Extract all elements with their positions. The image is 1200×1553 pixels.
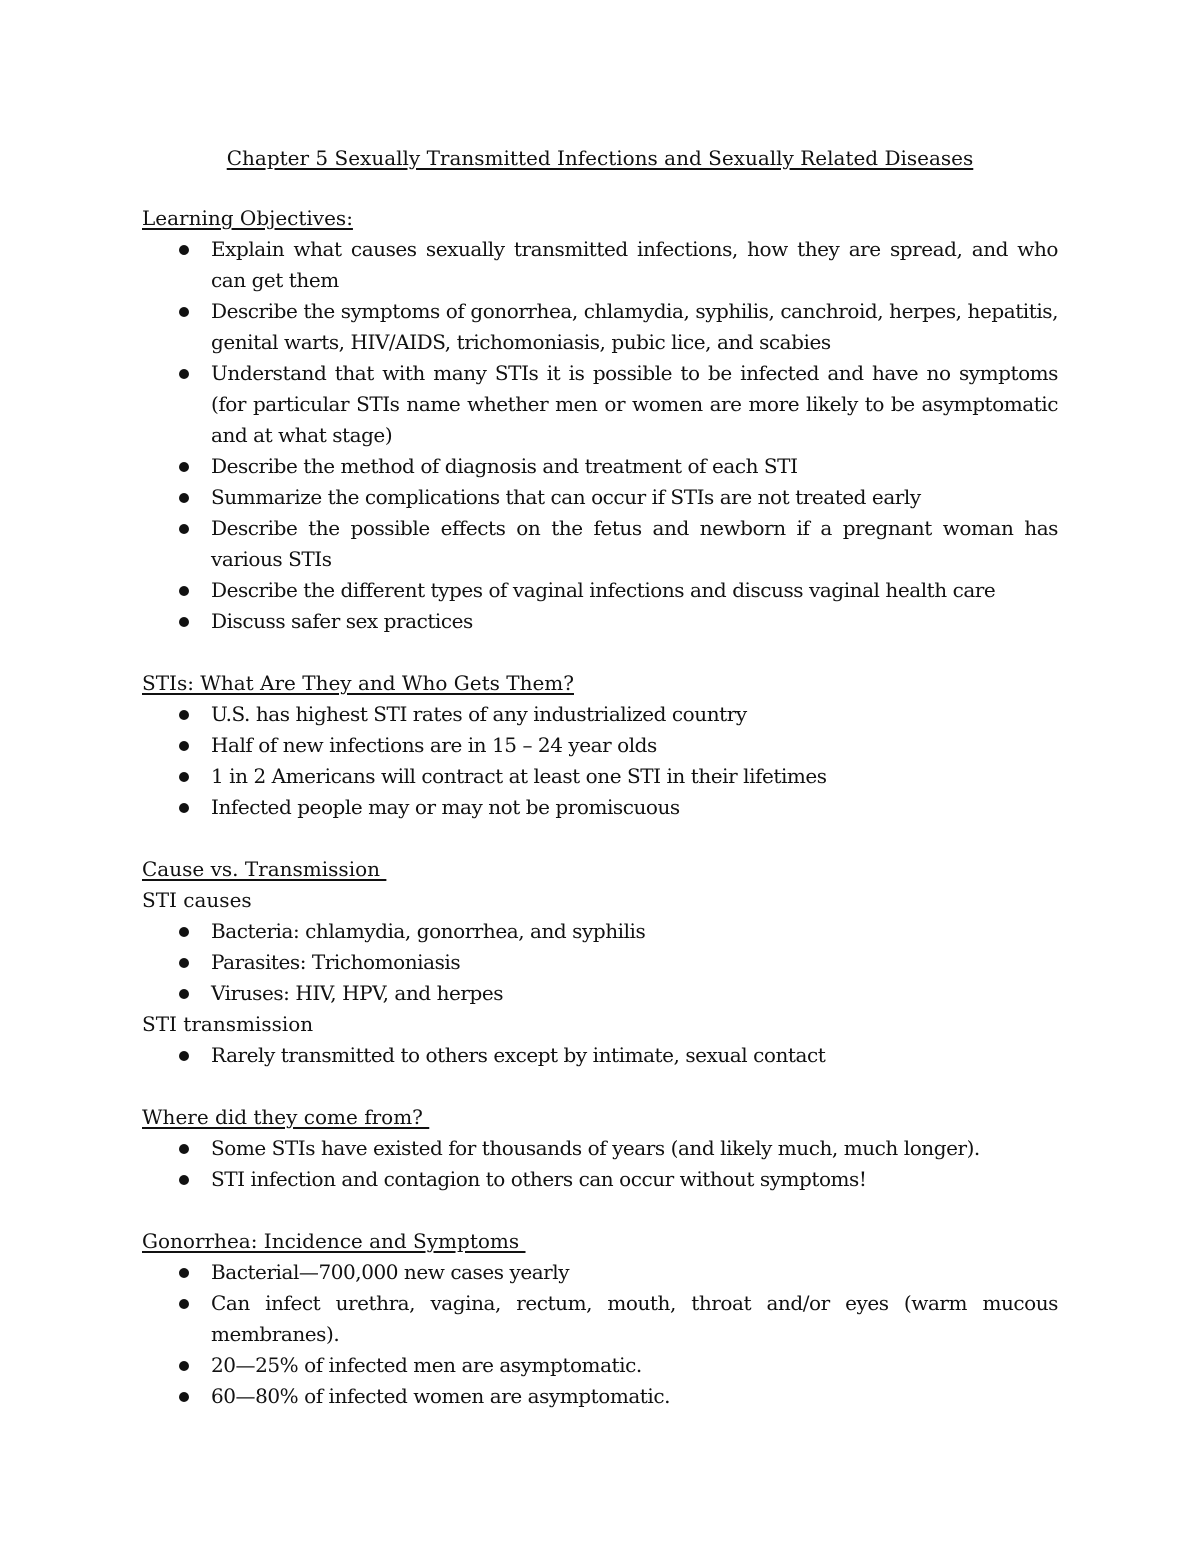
list-item [142, 1257, 1058, 1288]
stis-list [142, 699, 1058, 823]
bullet-icon [179, 989, 189, 999]
list-item [142, 513, 1058, 575]
list-item-text: Summarize the complications that can occur if STIs are not treated early [211, 485, 921, 509]
spacer [142, 1195, 1058, 1226]
chapter-title: Chapter 5 Sexually Transmitted Infections and Sexually Related Diseases [226, 146, 974, 170]
list-item-text: Describe the different types of vaginal infections and discuss vaginal health care [211, 578, 996, 602]
list-item-text: Half of new infections are in 15 – 24 year olds [211, 733, 657, 757]
list-item-text: Parasites: Trichomoniasis [211, 950, 461, 974]
gonorrhea-list [142, 1257, 1058, 1412]
section-heading: STIs: What Are They and Who Gets Them? [142, 671, 574, 695]
list-item [142, 358, 1058, 451]
list-item [142, 606, 1058, 637]
subsection-label: STI causes [142, 888, 252, 912]
section-gonorrhea [142, 1226, 1058, 1412]
list-item [142, 792, 1058, 823]
list-item [142, 575, 1058, 606]
list-item [142, 1133, 1058, 1164]
list-item [142, 234, 1058, 296]
list-item [142, 699, 1058, 730]
list-item [142, 296, 1058, 358]
bullet-icon [179, 1175, 189, 1185]
bullet-icon [179, 803, 189, 813]
bullet-icon [179, 741, 189, 751]
causes-list [142, 916, 1058, 1009]
list-item [142, 1350, 1058, 1381]
section-heading: Learning Objectives: [142, 206, 353, 230]
document-body [142, 203, 1058, 1412]
list-item-text: Explain what causes sexually transmitted infections, how they are spread, and who can get them [211, 237, 1058, 292]
section-learning-objectives [142, 203, 1058, 637]
list-item [142, 978, 1058, 1009]
bullet-icon [179, 1361, 189, 1371]
bullet-icon [179, 307, 189, 317]
list-item [142, 916, 1058, 947]
bullet-icon [179, 369, 189, 379]
list-item-text: U.S. has highest STI rates of any industrialized country [211, 702, 747, 726]
spacer [142, 637, 1058, 668]
list-item [142, 1288, 1058, 1350]
bullet-icon [179, 1144, 189, 1154]
list-item-text: Understand that with many STIs it is possible to be infected and have no symptoms (for particular STIs name whether men or women are more likely to be asymptomatic and at what stage) [211, 361, 1058, 447]
bullet-icon [179, 772, 189, 782]
objectives-list [142, 234, 1058, 637]
bullet-icon [179, 245, 189, 255]
bullet-icon [179, 927, 189, 937]
list-item-text: STI infection and contagion to others can occur without symptoms! [211, 1167, 867, 1191]
list-item-text: Some STIs have existed for thousands of years (and likely much, much longer). [211, 1136, 980, 1160]
list-item-text: 20—25% of infected men are asymptomatic. [211, 1353, 642, 1377]
list-item-text: 1 in 2 Americans will contract at least one STI in their lifetimes [211, 764, 827, 788]
bullet-icon [179, 462, 189, 472]
list-item-text: Bacterial—700,000 new cases yearly [211, 1260, 570, 1284]
list-item-text: Describe the symptoms of gonorrhea, chlamydia, syphilis, canchroid, herpes, hepatitis, genital warts, HIV/AIDS, trichomoniasis, pubic lice, and scabies [211, 299, 1058, 354]
bullet-icon [179, 958, 189, 968]
list-item-text: Viruses: HIV, HPV, and herpes [211, 981, 504, 1005]
section-heading: Gonorrhea: Incidence and Symptoms [142, 1229, 526, 1253]
bullet-icon [179, 1051, 189, 1061]
section-stis-overview [142, 668, 1058, 823]
list-item [142, 451, 1058, 482]
section-origins [142, 1102, 1058, 1195]
bullet-icon [179, 493, 189, 503]
list-item-text: Describe the method of diagnosis and treatment of each STI [211, 454, 798, 478]
bullet-icon [179, 1392, 189, 1402]
subsection-label: STI transmission [142, 1012, 314, 1036]
section-heading: Where did they come from? [142, 1105, 430, 1129]
bullet-icon [179, 710, 189, 720]
bullet-icon [179, 1268, 189, 1278]
list-item-text: Describe the possible effects on the fetus and newborn if a pregnant woman has various STIs [211, 516, 1058, 571]
list-item [142, 482, 1058, 513]
list-item-text: Discuss safer sex practices [211, 609, 473, 633]
transmission-list [142, 1040, 1058, 1071]
section-heading: Cause vs. Transmission [142, 857, 387, 881]
list-item-text: Rarely transmitted to others except by intimate, sexual contact [211, 1043, 826, 1067]
list-item-text: Can infect urethra, vagina, rectum, mouth, throat and/or eyes (warm mucous membranes). [211, 1291, 1058, 1346]
list-item [142, 730, 1058, 761]
list-item-text: Bacteria: chlamydia, gonorrhea, and syphilis [211, 919, 646, 943]
list-item [142, 1381, 1058, 1412]
bullet-icon [179, 524, 189, 534]
list-item [142, 1164, 1058, 1195]
spacer [142, 1071, 1058, 1102]
list-item [142, 761, 1058, 792]
origins-list [142, 1133, 1058, 1195]
bullet-icon [179, 586, 189, 596]
bullet-icon [179, 1299, 189, 1309]
bullet-icon [179, 617, 189, 627]
list-item [142, 947, 1058, 978]
list-item [142, 1040, 1058, 1071]
list-item-text: 60—80% of infected women are asymptomatic. [211, 1384, 671, 1408]
section-cause-vs-transmission [142, 854, 1058, 1071]
list-item-text: Infected people may or may not be promiscuous [211, 795, 680, 819]
spacer [142, 823, 1058, 854]
